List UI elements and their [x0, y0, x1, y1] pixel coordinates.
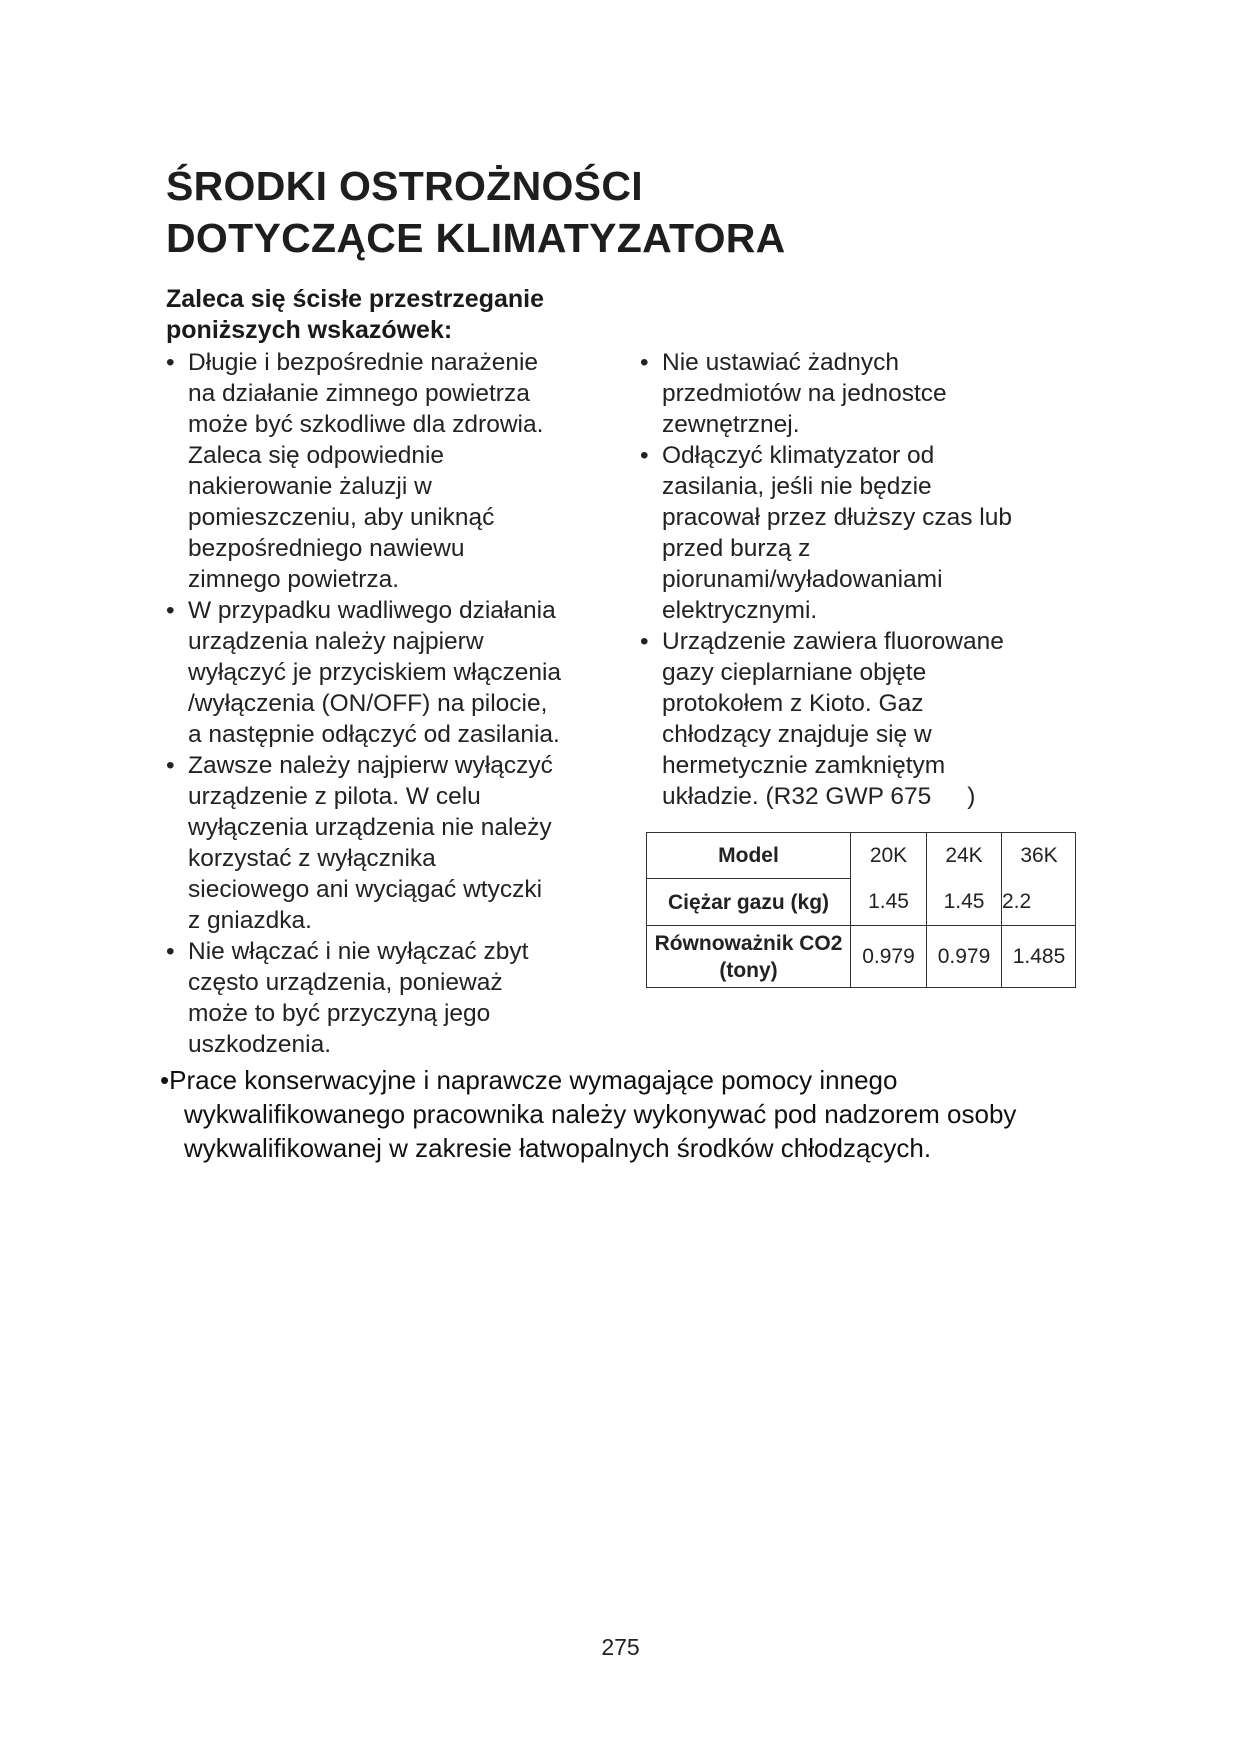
bullet-line: nakierowanie żaluzji w — [188, 473, 432, 500]
bullet-item — [166, 595, 626, 750]
bullet-line: pomieszczeniu, aby uniknąć — [188, 504, 495, 531]
bullet-line: z gniazdka. — [188, 907, 312, 934]
subtitle-line: poniższych wskazówek: — [166, 316, 453, 344]
note-line: wykwalifikowanej w zakresie łatwopalnych środków chłodzących. — [184, 1133, 932, 1163]
refrigerant-line — [662, 781, 1080, 812]
bullet-line: Urządzenie zawiera fluorowane — [662, 628, 1004, 655]
bullet-line: chłodzący znajduje się w — [662, 721, 932, 748]
bullet-line: Zaleca się odpowiednie — [188, 442, 445, 469]
bullet-dot: • — [640, 628, 649, 655]
table-cell: 0.979 — [937, 944, 991, 968]
bullet-line: elektrycznymi. — [662, 597, 818, 624]
page-title — [166, 160, 786, 264]
table-header-model: Model — [718, 844, 779, 867]
bullet-line: urządzenia należy najpierw — [188, 628, 484, 655]
bullet-line: Nie włączać i nie wyłączać zbyt — [188, 938, 529, 965]
table-cell: 1.45 — [868, 890, 909, 913]
bullet-item — [640, 440, 1080, 626]
bullet-item — [166, 750, 626, 936]
table-cell: 0.979 — [862, 944, 915, 968]
bullet-dot: • — [166, 597, 175, 624]
bullet-line: często urządzenia, ponieważ — [188, 969, 503, 996]
bullet-item — [640, 626, 1080, 812]
table-cell: 2.2 — [1002, 890, 1032, 913]
bullet-line: /wyłączenia (ON/OFF) na pilocie, — [188, 690, 548, 717]
table-header-24k: 24K — [945, 843, 983, 867]
table-cell: 1.485 — [1012, 944, 1066, 968]
bullet-dot: • — [640, 442, 649, 469]
table-header-20k: 20K — [869, 843, 908, 867]
left-column — [166, 347, 626, 1060]
bullet-dot: • — [640, 349, 649, 376]
bullet-line: przedmiotów na jednostce — [662, 380, 947, 407]
bullet-line: gazy cieplarniane objęte — [662, 659, 927, 686]
bullet-line: urządzenie z pilota. W celu — [188, 783, 481, 810]
bullet-line: protokołem z Kioto. Gaz — [662, 690, 924, 717]
bullet-line: Nie ustawiać żadnych — [662, 349, 899, 376]
bullet-line: Odłączyć klimatyzator od — [662, 442, 935, 469]
bullet-line: wyłączyć je przyciskiem włączenia — [188, 659, 562, 686]
table-label-gas-weight: Ciężar gazu (kg) — [667, 890, 830, 914]
bullet-line: hermetycznie zamkniętym — [662, 752, 946, 779]
bullet-line: Długie i bezpośrednie narażenie — [188, 349, 539, 376]
bullet-line: pracował przez dłuższy czas lub — [662, 504, 1012, 531]
bullet-line: zewnętrznej. — [662, 411, 800, 438]
bullet-line: zasilania, jeśli nie będzie — [662, 473, 932, 500]
bullet-line: przed burzą z — [662, 535, 811, 562]
refrigerant-prefix: układzie. — [662, 783, 759, 810]
refrigerant-gwp: (R32 GWP 675 — [765, 783, 932, 810]
gas-table — [646, 832, 1076, 988]
table-cell: 1.45 — [943, 890, 985, 913]
note-line: wykwalifikowanego pracownika należy wykonywać pod nadzorem osoby — [184, 1099, 1017, 1129]
bullet-line: piorunami/wyładowaniami — [662, 566, 943, 593]
bullet-line: bezpośredniego nawiewu — [188, 535, 465, 562]
bullet-line: na działanie zimnego powietrza — [188, 380, 530, 407]
co2-label-line: (tony) — [719, 958, 778, 982]
subtitle-line: Zaleca się ścisłe przestrzeganie — [166, 285, 544, 313]
bullet-line: zimnego powietrza. — [188, 566, 400, 593]
table-header-36k: 36K — [1020, 843, 1058, 867]
bullet-item — [166, 936, 626, 1060]
table-label-co2 — [647, 926, 850, 987]
refrigerant-close: ) — [967, 783, 976, 810]
bullet-dot: • — [166, 349, 175, 376]
bullet-dot: • — [166, 938, 175, 965]
title-line: DOTYCZĄCE KLIMATYZATORA — [166, 215, 786, 261]
note-line: •Prace konserwacyjne i naprawcze wymagające pomocy innego — [160, 1065, 898, 1095]
right-column — [640, 347, 1080, 812]
bullet-item — [640, 347, 1080, 440]
bullet-item — [166, 347, 626, 595]
bullet-line: sieciowego ani wyciągać wtyczki — [188, 876, 543, 903]
section-subtitle — [166, 284, 544, 346]
bullet-line: W przypadku wadliwego działania — [188, 597, 556, 624]
bullet-dot: • — [166, 752, 175, 779]
bullet-line: korzystać z wyłącznika — [188, 845, 436, 872]
page-number: 275 — [601, 1634, 640, 1660]
bullet-line: wyłączenia urządzenia nie należy — [188, 814, 552, 841]
bullet-line: może być szkodliwe dla zdrowia. — [188, 411, 544, 438]
bullet-line: a następnie odłączyć od zasilania. — [188, 721, 560, 748]
bullet-line: uszkodzenia. — [188, 1031, 332, 1058]
title-line: ŚRODKI OSTROŻNOŚCI — [166, 163, 643, 209]
co2-label-line: Równoważnik CO2 — [654, 931, 843, 955]
bullet-line: może to być przyczyną jego — [188, 1000, 491, 1027]
bullet-line: Zawsze należy najpierw wyłączyć — [188, 752, 553, 779]
bottom-note — [160, 1063, 1016, 1165]
